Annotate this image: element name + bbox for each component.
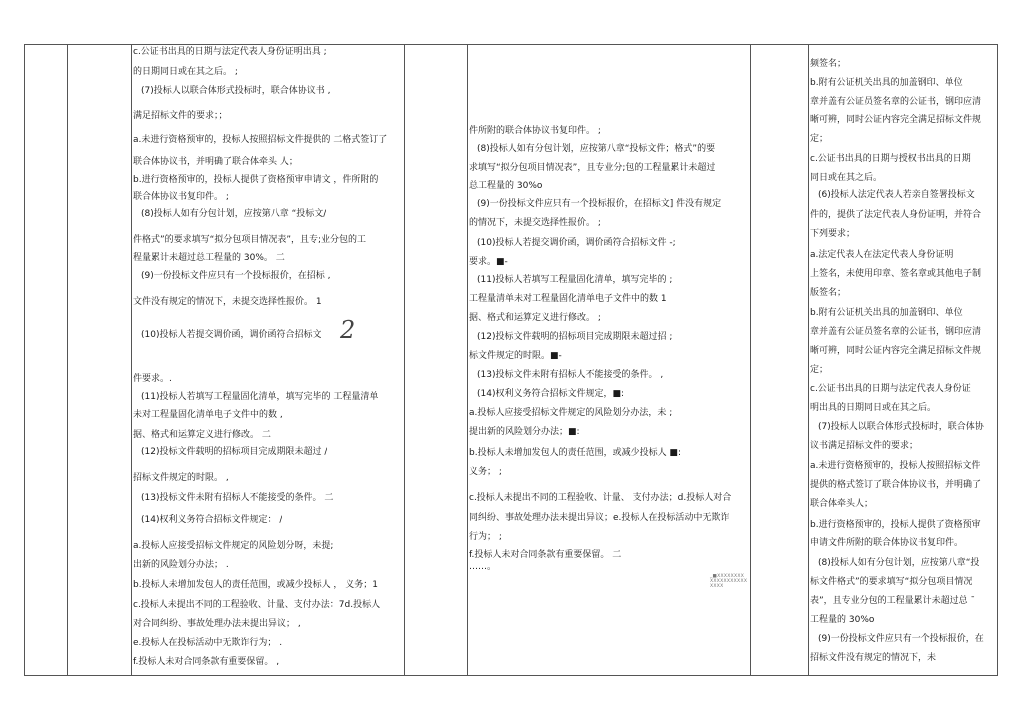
text-line: (11)投标人若填写工程量固化清单，填写完毕的 工程量清单 <box>141 392 379 402</box>
text-line: 章并盖有公证员签名章的公证书，钢印应清 <box>810 97 982 107</box>
text-line: (12)投标文件载明的招标项目完成期限未超过招 ; <box>477 332 673 342</box>
text-line: 申请文件所附的联合体协议书复印件。 <box>810 538 964 548</box>
noise-line: XXXXXXXXXXX <box>710 579 748 584</box>
text-line: 据、格式和运算定义进行修改。 ; <box>469 313 601 323</box>
text-line: 明出具的日期同日或在其之后。 <box>810 403 937 413</box>
text-line: 件要求。. <box>133 374 172 384</box>
text-line: 定； <box>810 134 829 144</box>
table-column-divider <box>750 44 751 676</box>
text-line: c.投标人未提出不同的工程验收、计量、 支付办法；d.投标人对合 <box>469 493 732 503</box>
text-line: (12)投标文件载明的招标项目完成期限未超过 / <box>141 447 328 457</box>
text-line: b.进行资格预审的，投标人提供了资格预审申请文 ，件所附的 <box>133 175 379 185</box>
text-line: a.投标人应接受招标文件规定的风险划分呀，未提; <box>133 541 334 551</box>
text-line: (11)投标人若填写工程量固化清单，填写完毕的 ; <box>477 275 673 285</box>
text-line: 件的，提供了法定代表人身份证明，并符合 <box>810 210 982 220</box>
text-line: 晰可辨，同时公证内容完全满足招标文件规 <box>810 346 982 356</box>
text-line: (13)投标文件未附有招标人不能接受的条件。 二 <box>141 493 334 503</box>
text-line: (14)权利义务符合招标文件规定： / <box>141 515 283 525</box>
text-line: (8)投标人如有分包计划，应按第八章 “投标文/ <box>141 209 327 219</box>
text-line: 对合同纠纷、事故处理办法未提出异议； , <box>133 619 301 629</box>
text-line: b.投标人未增加发包人的责任范围，或减少投标人 ■: <box>469 448 681 458</box>
text-line: 标文件格式”的要求填写“拟分包项目情况 <box>810 577 973 587</box>
table-column-divider <box>404 44 405 676</box>
text-line: c.投标人未提出不同的工程验收、计量、支付办法：7d.投标人 <box>133 600 381 610</box>
text-line: 提供的格式签订了联合体协议书，并明确了 <box>810 480 982 490</box>
text-line: (9)一份投标文件应只有一个投标报价，在招标 , <box>141 271 331 281</box>
text-line: 联合体协议书复印件。 ; <box>133 192 229 202</box>
text-line: 行为； ; <box>469 532 502 542</box>
text-line: 频签名； <box>810 59 847 69</box>
text-line: (8)投标人如有分包计划，应按第八章“投标文件；格式”的要 <box>477 144 716 154</box>
text-line: 件所附的联合体协议书复印件。 ; <box>469 126 601 136</box>
table-column-divider <box>467 44 468 676</box>
text-line: (10)投标人若提交调价函，调价函符合招标文 <box>141 330 322 340</box>
text-line: e.投标人在投标活动中无欺诈行为； . <box>133 638 283 648</box>
text-line: 提出新的风险划分办法；■: <box>469 427 580 437</box>
text-line: 定； <box>810 365 829 375</box>
table-column-divider <box>131 44 132 676</box>
text-line: 招标文件没有规定的情况下，未 <box>810 653 937 663</box>
text-line: 要求。■- <box>469 257 508 267</box>
text-line: 标文件规定的时限。■- <box>469 351 562 361</box>
text-line: (7)投标人以联合体形式投标时，联合体协 <box>818 422 984 432</box>
text-line: (10)投标人若提交调价函，调价函符合招标文件 -; <box>477 238 676 248</box>
text-line: 求填写“拟分包项目情况表”，且专业分;包的工程量累计未超过 <box>469 163 716 173</box>
table-column-divider <box>67 44 68 676</box>
text-line: 程量累计未超过总工程量的 30%。 二 <box>133 253 285 263</box>
table-bottom-border <box>24 675 997 676</box>
text-line: 晰可辨，同时公证内容完全满足招标文件规 <box>810 115 982 125</box>
table-column-divider <box>24 44 25 676</box>
text-line: 章并盖有公证员签名章的公证书，钢印应清 <box>810 327 982 337</box>
text-line: a.未进行资格预审的，投标人按照招标文件 <box>810 461 981 471</box>
text-line: 出新的风险划分办法； . <box>133 560 229 570</box>
text-line: b.附有公证机关出具的加盖钢印、单位 <box>810 308 963 318</box>
text-line: 联合体牵头人； <box>810 499 874 509</box>
text-line: 工程量的 30%o <box>810 615 875 625</box>
text-line: f.投标人未对合同条款有重要保留。 二 <box>469 550 622 560</box>
text-line: a.未进行资格预审的，投标人按照招标文件提供的 二格式签订了 <box>133 135 388 145</box>
text-line: 招标文件规定的时限。 , <box>133 473 229 483</box>
text-line: 上签名，未使用印章、签名章或其他电子制 <box>810 269 982 279</box>
text-line: f.投标人未对合同条款有重要保留。 , <box>133 657 280 667</box>
text-line: 总工程量的 30%o <box>469 181 543 191</box>
noise-line: XXXX <box>710 584 724 589</box>
text-line: 联合体协议书，并明确了联合体牵头 人； <box>133 157 298 167</box>
scan-noise-text <box>710 574 747 589</box>
text-line: (7)投标人以联合体形式投标时，联合体协议书 , <box>141 86 331 96</box>
table-column-divider <box>808 44 809 676</box>
text-line: b.进行资格预审的，投标人提供了资格预审 <box>810 520 981 530</box>
table-top-border <box>24 44 997 45</box>
text-line: 下列要求； <box>810 229 856 239</box>
text-line: 未对工程量固化清单电子文件中的数 , <box>133 410 283 420</box>
text-line: 议书满足招标文件的要求； <box>810 441 919 451</box>
text-line: 义务； ; <box>469 467 502 477</box>
text-line: 的情况下，未提交选择性报价。 ; <box>469 218 601 228</box>
text-line: 据、格式和运算定义进行修改。 二 <box>133 430 271 440</box>
text-line: 文件没有规定的情况下，未提交选择性报价。 1 <box>133 297 322 307</box>
scan-mark-number: 2 <box>340 316 356 344</box>
text-line: 工程量清单未对工程量固化清单电子文件中的数 1 <box>469 294 667 304</box>
text-line: c.公证书出具的日期与法定代表人身份证 <box>810 384 971 394</box>
table-column-divider <box>997 44 998 676</box>
text-line: 表”，且专业分包的工程量累计未超过总 ˉ <box>810 596 976 606</box>
text-line: 满足招标文件的要求；； <box>133 111 228 121</box>
noise-line: _■XXXXXXXX <box>710 574 745 579</box>
text-line: (9)一份投标文件应只有一个投标报价，在招标文] 件没有规定 <box>477 199 722 209</box>
text-line: (9)一份投标文件应只有一个投标报价，在 <box>818 634 984 644</box>
text-line: 件格式”的要求填写“拟分包项目情况表”，且专;业分包的工 <box>133 235 367 245</box>
text-line: (13)投标文件未附有招标人不能接受的条件。 , <box>477 370 664 380</box>
text-line: 的日期同日或在其之后。 ; <box>133 67 238 77</box>
text-line: 同纠纷、事故处理办法未提出异议；e.投标人在投标活动中无欺诈 <box>469 513 730 523</box>
text-line: (14)权利义务符合招标文件规定，■: <box>477 389 625 399</box>
text-line: a.投标人应接受招标文件规定的风险划分办法，未 ; <box>469 408 673 418</box>
text-line: c.公证书出具的日期与授权书出具的日期 <box>810 154 971 164</box>
text-line: 同日或在其之后。 <box>810 173 883 183</box>
text-line: 版签名； <box>810 288 847 298</box>
text-line: (8)投标人如有分包计划，应按第八章“投 <box>818 558 980 568</box>
text-line: (6)投标人法定代表人若亲自签署投标文 <box>818 190 975 200</box>
text-line: a.法定代表人在法定代表人身份证明 <box>810 250 954 260</box>
text-line: ……。 <box>469 562 497 572</box>
text-line: b.附有公证机关出具的加盖钢印、单位 <box>810 78 963 88</box>
text-line: c.公证书出具的日期与法定代表人身份证明出具 ; <box>133 47 327 57</box>
text-line: b.投标人未增加发包人的责任范围，或减少投标人 ， 义务；1 <box>133 580 379 590</box>
